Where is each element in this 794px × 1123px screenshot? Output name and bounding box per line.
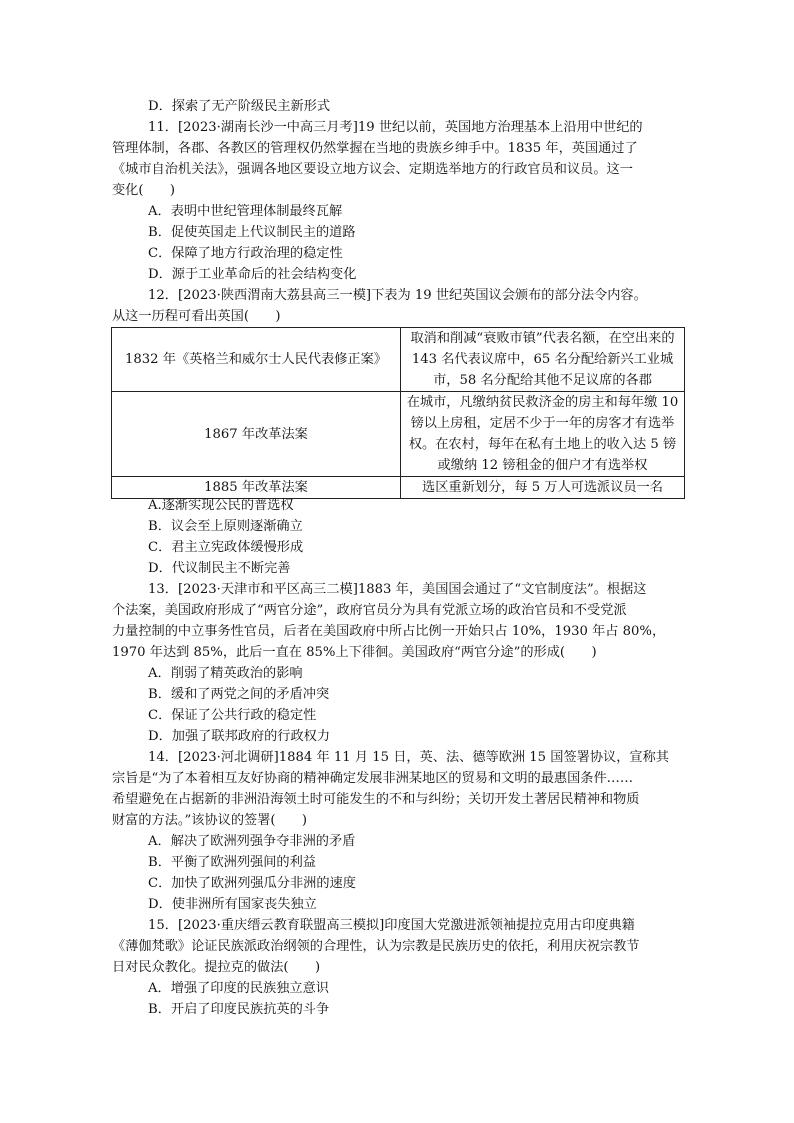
q13-stem-line-2: 个法案，美国政府形成了“两官分途”，政府官员分为具有党派立场的政治官员和不受党派	[112, 603, 627, 618]
q13-option-b[interactable]: B．缓和了两党之间的矛盾冲突	[148, 687, 330, 702]
q11-option-d[interactable]: D．源于工业革命后的社会结构变化	[148, 267, 357, 282]
q15-stem-line-1: 15．[2023·重庆缙云教育联盟高三模拟]印度国大党激进派领袖提拉克用古印度典籍	[148, 918, 635, 933]
q11-stem-line-2: 管理体制，各郡、各教区的管理权仍然掌握在当地的贵族乡绅手中。1835 年，英国通过了	[112, 141, 638, 156]
q13-stem-line-4: 1970 年达到 85%，此后一直在 85%上下徘徊。美国政府“两官分途”的形成( )	[112, 645, 597, 660]
q14-stem-line-3: 希望避免在占据新的非洲沿海领土时可能发生的不和与纠纷；关切开发土著居民精神和物质	[112, 792, 640, 807]
q14-option-c[interactable]: C．加快了欧洲列强瓜分非洲的速度	[148, 876, 356, 891]
q12-option-d[interactable]: D．代议制民主不断完善	[148, 561, 291, 576]
table-cell-law-content: 选区重新划分，每 5 万人可选派议员一名	[401, 477, 685, 499]
q11-stem-line-1: 11．[2023·湖南长沙一中高三月考]19 世纪以前，英国地方治理基本上沿用中世纪的	[148, 120, 643, 135]
q14-stem-line-2: 宗旨是“为了本着相互友好协商的精神确定发展非洲某地区的贸易和文明的最惠国条件……	[112, 771, 634, 786]
q14-option-b[interactable]: B．平衡了欧洲列强间的利益	[148, 855, 316, 870]
table-cell-law-name: 1885 年改革法案	[112, 477, 401, 499]
q13-stem-line-1: 13．[2023·天津市和平区高三二模]1883 年，美国国会通过了“文官制度法”。根据这	[148, 582, 647, 597]
q15-stem-line-2: 《薄伽梵歌》论证民族派政治纲领的合理性，认为宗教是民族历史的依托，利用庆祝宗教节	[112, 939, 640, 954]
q15-stem-line-3: 日对民众教化。提拉克的做法( )	[112, 960, 321, 975]
q14-stem-line-4: 财富的方法。”该协议的签署( )	[112, 813, 308, 828]
q11-option-a[interactable]: A．表明中世纪管理体制最终瓦解	[148, 204, 343, 219]
q12-option-b[interactable]: B．议会至上原则逐渐确立	[148, 519, 303, 534]
q12-option-c[interactable]: C．君主立宪政体缓慢形成	[148, 540, 304, 555]
q12-stem-line-1: 12．[2023·陕西渭南大荔县高三一模]下表为 19 世纪英国议会颁布的部分法令内容。	[148, 288, 647, 303]
q13-option-a[interactable]: A．削弱了精英政治的影响	[148, 666, 303, 681]
q12-option-a[interactable]: A.逐渐实现公民的普选权	[148, 498, 294, 513]
q10-option-d[interactable]: D．探索了无产阶级民主新形式	[148, 99, 331, 114]
table-cell-law-content: 取消和削减“衰败市镇”代表名额，在空出来的 143 名代表议席中，65 名分配给新兴工业城市，58 名分配给其他不足议席的各郡	[401, 328, 685, 392]
table-row	[112, 392, 685, 477]
table-cell-law-name: 1867 年改革法案	[112, 392, 401, 477]
q14-option-d[interactable]: D．使非洲所有国家丧失独立	[148, 897, 317, 912]
q11-option-c[interactable]: C．保障了地方行政治理的稳定性	[148, 246, 343, 261]
q13-stem-line-3: 力量控制的中立事务性官员，后者在美国政府中所占比例一开始只占 10%，1930 年占 80%，	[112, 624, 666, 639]
q11-stem-line-3: 《城市自治机关法》，强调各地区要设立地方议会、定期选举地方的行政官员和议员。这一	[112, 162, 633, 177]
q14-option-a[interactable]: A．解决了欧洲列强争夺非洲的矛盾	[148, 834, 356, 849]
table-cell-law-name: 1832 年《英格兰和威尔士人民代表修正案》	[112, 328, 401, 392]
q13-option-d[interactable]: D．加强了联邦政府的行政权力	[148, 729, 331, 744]
q11-option-b[interactable]: B．促使英国走上代议制民主的道路	[148, 225, 356, 240]
table-cell-law-content: 在城市，凡缴纳贫民救济金的房主和每年缴 10 镑以上房租，定居不少于一年的房客才有选举权。在农村，每年在私有土地上的收入达 5 镑或缴纳 12 镑租金的佃户才有选举权	[401, 392, 685, 477]
q15-option-b[interactable]: B．开启了印度民族抗英的斗争	[148, 1002, 330, 1017]
law-table	[111, 327, 685, 499]
q14-stem-line-1: 14．[2023·河北调研]1884 年 11 月 15 日，英、法、德等欧洲 15 国签署协议，宣称其	[148, 750, 669, 765]
table-row	[112, 328, 685, 392]
q13-option-c[interactable]: C．保证了公共行政的稳定性	[148, 708, 317, 723]
q11-stem-line-4: 变化( )	[112, 183, 176, 198]
q12-stem-line-2: 从这一历程可看出英国( )	[112, 309, 281, 324]
q15-option-a[interactable]: A．增强了印度的民族独立意识	[148, 981, 329, 996]
